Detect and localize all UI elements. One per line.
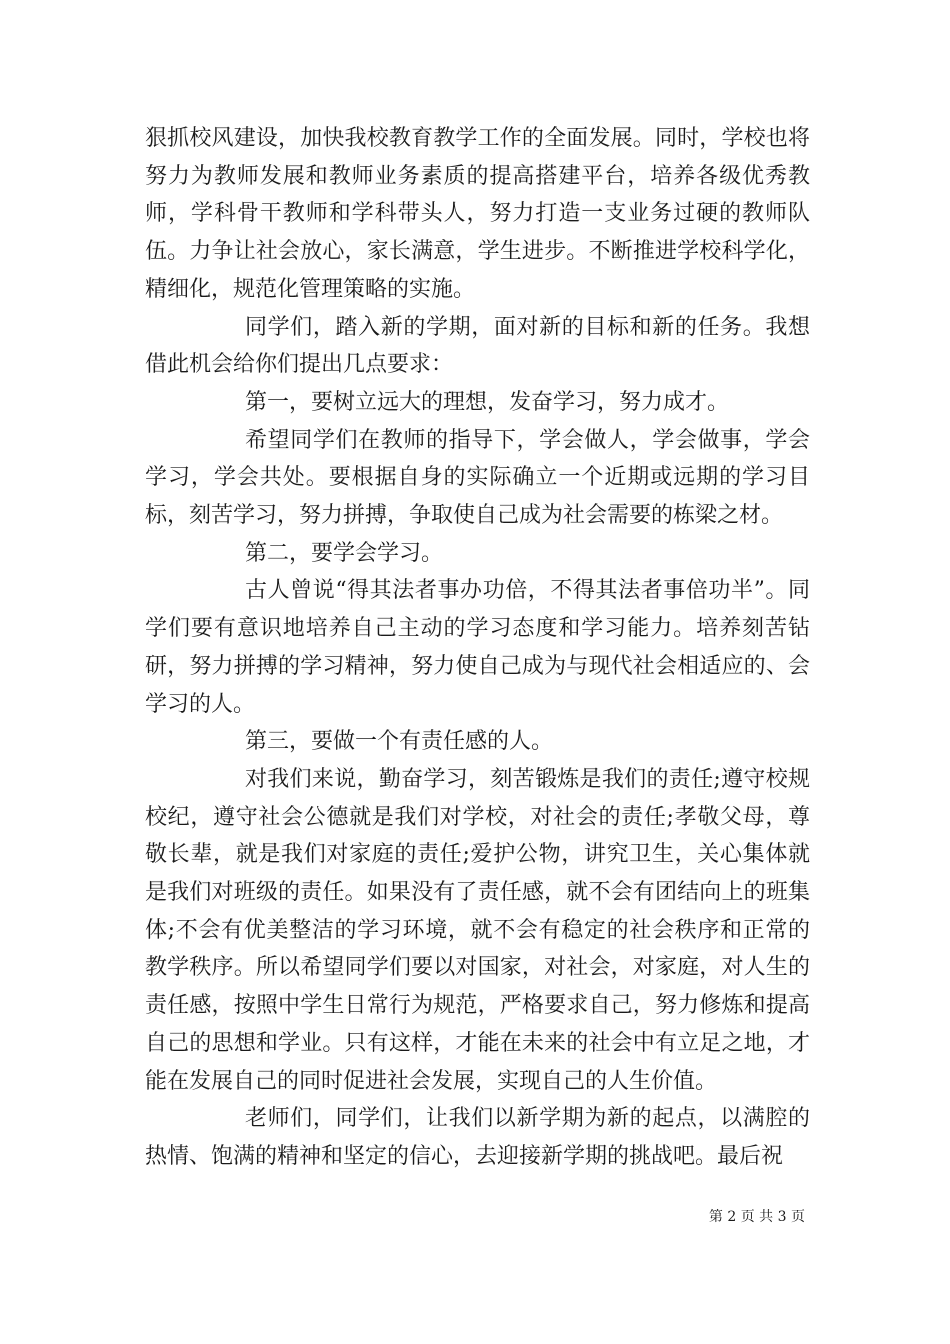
page-number-footer: 第 2 页 共 3 页 bbox=[708, 1209, 805, 1225]
document-body bbox=[145, 120, 810, 1176]
paragraph-7: 第三，要做一个有责任感的人。 bbox=[245, 729, 554, 755]
paragraph-3: 第一，要树立远大的理想，发奋学习，努力成才。 bbox=[245, 389, 730, 415]
paragraph-6: 古人曾说“得其法者事办功倍，不得其法者事倍功半”。同学们要有意识地培养自己主动的学习态度和学习能力。培养刻苦钻研，努力拼搏的学习精神，努力使自己成为与现代社会相适应的、会学习的人。 bbox=[145, 578, 810, 717]
paragraph-5: 第二，要学会学习。 bbox=[245, 540, 444, 566]
paragraph-1: 狠抓校风建设，加快我校教育教学工作的全面发展。同时，学校也将努力为教师发展和教师业务素质的提高搭建平台，培养各级优秀教师，学科骨干教师和学科带头人，努力打造一支业务过硬的教师队伍。力争让社会放心，家长满意，学生进步。不断推进学校科学化，精细化，规范化管理策略的实施。 bbox=[145, 126, 810, 302]
paragraph-2: 同学们，踏入新的学期，面对新的目标和新的任务。我想借此机会给你们提出几点要求： bbox=[145, 314, 810, 378]
paragraph-9: 老师们，同学们，让我们以新学期为新的起点，以满腔的热情、饱满的精神和坚定的信心，去迎接新学期的挑战吧。最后祝 bbox=[145, 1106, 810, 1169]
paragraph-4: 希望同学们在教师的指导下，学会做人，学会做事，学会学习，学会共处。要根据自身的实际确立一个近期或远期的学习目标，刻苦学习，努力拼搏，争取使自己成为社会需要的栋梁之材。 bbox=[145, 427, 810, 529]
paragraph-8: 对我们来说，勤奋学习，刻苦锻炼是我们的责任;遵守校规校纪，遵守社会公德就是我们对学校，对社会的责任;孝敬父母，尊敬长辈，就是我们对家庭的责任;爱护公物，讲究卫生，关心集体就是我们对班级的责任。如果没有了责任感，就不会有团结向上的班集体;不会有优美整洁的学习环境，就不会有稳定的社会秩序和正常的教学秩序。所以希望同学们要以对国家，对社会，对家庭，对人生的责任感，按照中学生日常行为规范，严格要求自己，努力修炼和提高自己的思想和学业。只有这样，才能在未来的社会中有立足之地，才能在发展自己的同时促进社会发展，实现自己的人生价值。 bbox=[145, 766, 810, 1094]
